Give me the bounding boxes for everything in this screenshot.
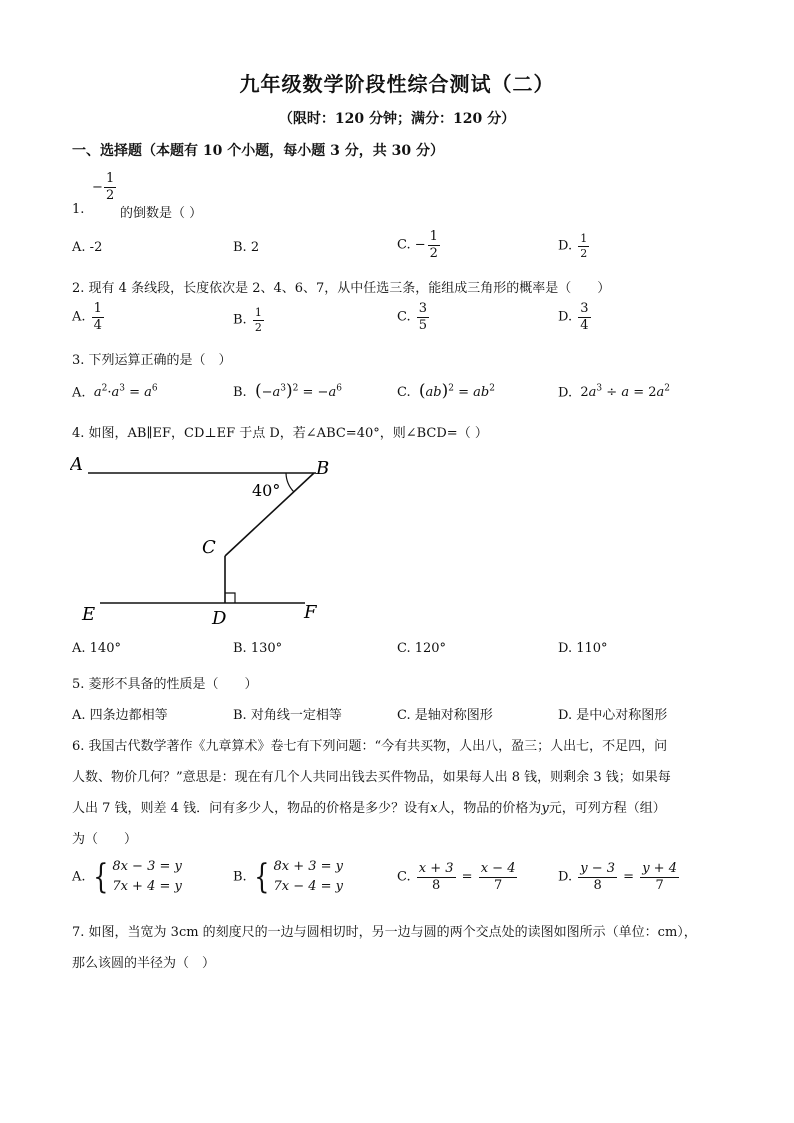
q5-option-d: D. 是中心对称图形 — [558, 708, 668, 723]
q2-option-a — [72, 302, 106, 332]
label-a: A — [70, 454, 83, 475]
question-6-line-1: 6. 我国古代数学著作《九章算术》卷七有下列问题：“今有共买物，人出八，盈三；人出七，不足四，问 — [72, 739, 668, 754]
option-fraction — [428, 230, 440, 260]
option-text: 2 — [250, 240, 260, 255]
fraction-denominator: 2 — [429, 245, 438, 261]
option-label: B. — [233, 240, 247, 255]
option-formula: $(-a^3)^2 = -a^6$ — [254, 381, 342, 401]
option-fraction — [578, 302, 590, 332]
q1-option-b — [233, 240, 259, 255]
q1-option-c — [397, 230, 442, 260]
q4-option-c: C. 120° — [397, 641, 447, 656]
option-minus: − — [414, 237, 426, 253]
option-label: C. — [397, 869, 411, 885]
option-fraction — [578, 233, 589, 259]
label-c: C — [202, 537, 216, 558]
option-label: B. — [233, 385, 247, 400]
fraction-denominator: 2 — [254, 320, 262, 334]
q6-option-c — [397, 862, 519, 892]
fraction-numerator: 1 — [93, 301, 102, 316]
option-text: -2 — [89, 240, 103, 255]
right-angle-marker — [225, 593, 235, 603]
fraction-numerator: 1 — [106, 171, 115, 186]
q2-option-d — [558, 302, 593, 332]
fraction-numerator: 1 — [254, 306, 262, 319]
left-fraction — [417, 862, 456, 892]
option-label: A. — [72, 869, 86, 885]
option-fraction — [417, 302, 429, 332]
question-7-line-1: 7. 如图，当宽为 3cm 的刻度尺的一边与圆相切时，另一边与圆的两个交点处的读图如图所示（单位：cm）， — [72, 925, 697, 940]
fraction-denominator: 7 — [493, 877, 503, 893]
q1-option-d — [558, 233, 591, 259]
q4-option-d: D. 110° — [558, 641, 608, 656]
q2-option-b — [233, 307, 266, 333]
label-b: B — [316, 458, 330, 479]
option-label: C. — [397, 385, 411, 400]
fraction-denominator: 4 — [93, 317, 102, 333]
question-1-text: 的倒数是（ ） — [120, 206, 203, 221]
fraction-numerator: 3 — [418, 301, 428, 316]
q1-option-a — [72, 240, 102, 255]
equation-system — [251, 857, 343, 897]
fraction-numerator: x + 3 — [418, 861, 454, 876]
fraction-denominator: 2 — [106, 187, 115, 203]
section-heading: 一、选择题（本题有 10 个小题，每小题 3 分，共 30 分） — [72, 143, 444, 159]
option-label: B. — [233, 312, 247, 328]
equation-1: 8x + 3 = y — [273, 859, 344, 874]
equals-sign: = — [461, 869, 473, 885]
question-3: 3. 下列运算正确的是（ ） — [72, 353, 232, 368]
question-6-line-2: 人数、物价几何？”意思是：现在有几个人共同出钱去买件物品，如果每人出 8 钱，则剩余 3 钱；如果每 — [72, 770, 671, 785]
fraction-numerator: 3 — [580, 301, 589, 316]
q3-option-d — [558, 384, 670, 400]
q6-option-a — [72, 857, 182, 897]
angle-label: 40° — [252, 481, 281, 500]
question-4: 4. 如图，AB∥EF，CD⊥EF 于点 D，若∠ABC=40°，则∠BCD=（ ） — [72, 426, 488, 441]
option-formula: $a^2\cdot a^3 = a^6$ — [93, 384, 158, 401]
variable-y: y — [541, 801, 549, 816]
equation-system — [90, 857, 182, 897]
text-segment: 人，物品的价格为 — [437, 801, 542, 816]
label-e: E — [82, 604, 96, 625]
option-fraction — [253, 307, 264, 333]
option-label: A. — [72, 240, 86, 255]
option-fraction — [92, 302, 104, 332]
fraction-denominator: 8 — [593, 877, 602, 893]
question-6-line-4: 为（ ） — [72, 832, 138, 847]
option-label: D. — [558, 385, 573, 401]
exam-time-score: （限时：120 分钟；满分：120 分） — [278, 111, 516, 127]
question-2: 2. 现有 4 条线段，长度依次是 2、4、6、7，从中任选三条，能组成三角形的概率是（ ） — [72, 281, 611, 296]
question-1-fraction — [104, 172, 116, 202]
equation-1: 8x − 3 = y — [112, 859, 182, 874]
geometry-figure — [70, 450, 340, 630]
variable-x: x — [430, 801, 438, 816]
fraction-numerator: y + 4 — [642, 861, 677, 876]
fraction-denominator: 4 — [580, 317, 589, 333]
equals-sign: = — [623, 869, 635, 885]
option-label: A. — [72, 309, 86, 325]
question-6-line-3 — [72, 797, 666, 816]
equation-2: 7x − 4 = y — [273, 879, 344, 895]
q3-option-c — [397, 381, 495, 401]
right-fraction — [479, 862, 518, 892]
question-1-minus: − — [92, 180, 103, 195]
question-7-line-2: 那么该圆的半径为（ ） — [72, 956, 216, 971]
q6-option-d — [558, 862, 681, 892]
option-label: B. — [233, 869, 247, 885]
option-formula: $(ab)^2 = ab^2$ — [418, 381, 495, 401]
question-number: 1. — [72, 202, 85, 217]
left-fraction — [578, 862, 617, 892]
fraction-numerator: 1 — [580, 232, 588, 245]
q5-option-a: A. 四条边都相等 — [72, 708, 168, 723]
fraction-numerator: y − 3 — [580, 861, 616, 876]
q3-option-b — [233, 381, 342, 401]
label-f: F — [304, 602, 317, 623]
q2-option-c — [397, 302, 431, 332]
label-d: D — [212, 608, 227, 629]
option-label: A. — [72, 385, 86, 401]
text-segment: 人出 7 钱，则差 4 钱．问有多少人，物品的价格是多少？设有 — [72, 801, 431, 816]
q5-option-c: C. 是轴对称图形 — [397, 708, 493, 723]
brace-icon: { — [254, 857, 270, 898]
text-segment: 元，可列方程（组） — [548, 801, 666, 816]
option-formula: $2a^3 \div a = 2a^2$ — [576, 384, 671, 401]
angle-arc — [286, 473, 294, 492]
fraction-numerator: x − 4 — [480, 861, 516, 876]
right-fraction — [640, 862, 679, 892]
brace-icon: { — [92, 857, 109, 898]
option-label: C. — [397, 309, 411, 325]
option-label: D. — [558, 238, 573, 254]
q5-option-b: B. 对角线一定相等 — [233, 708, 342, 723]
fraction-denominator: 5 — [418, 317, 428, 333]
fraction-denominator: 8 — [432, 877, 441, 893]
q4-option-a: A. 140° — [72, 641, 121, 656]
option-label: D. — [558, 309, 573, 325]
q3-option-a — [72, 384, 158, 400]
question-5: 5. 菱形不具备的性质是（ ） — [72, 677, 258, 692]
q4-option-b: B. 130° — [233, 641, 283, 656]
fraction-denominator: 2 — [580, 246, 588, 260]
option-label: C. — [397, 237, 411, 253]
fraction-numerator: 1 — [429, 229, 438, 244]
option-label: D. — [558, 869, 573, 885]
equation-2: 7x + 4 = y — [112, 879, 182, 895]
fraction-denominator: 7 — [655, 877, 664, 893]
page-title: 九年级数学阶段性综合测试（二） — [239, 72, 555, 96]
q6-option-b — [233, 857, 343, 897]
